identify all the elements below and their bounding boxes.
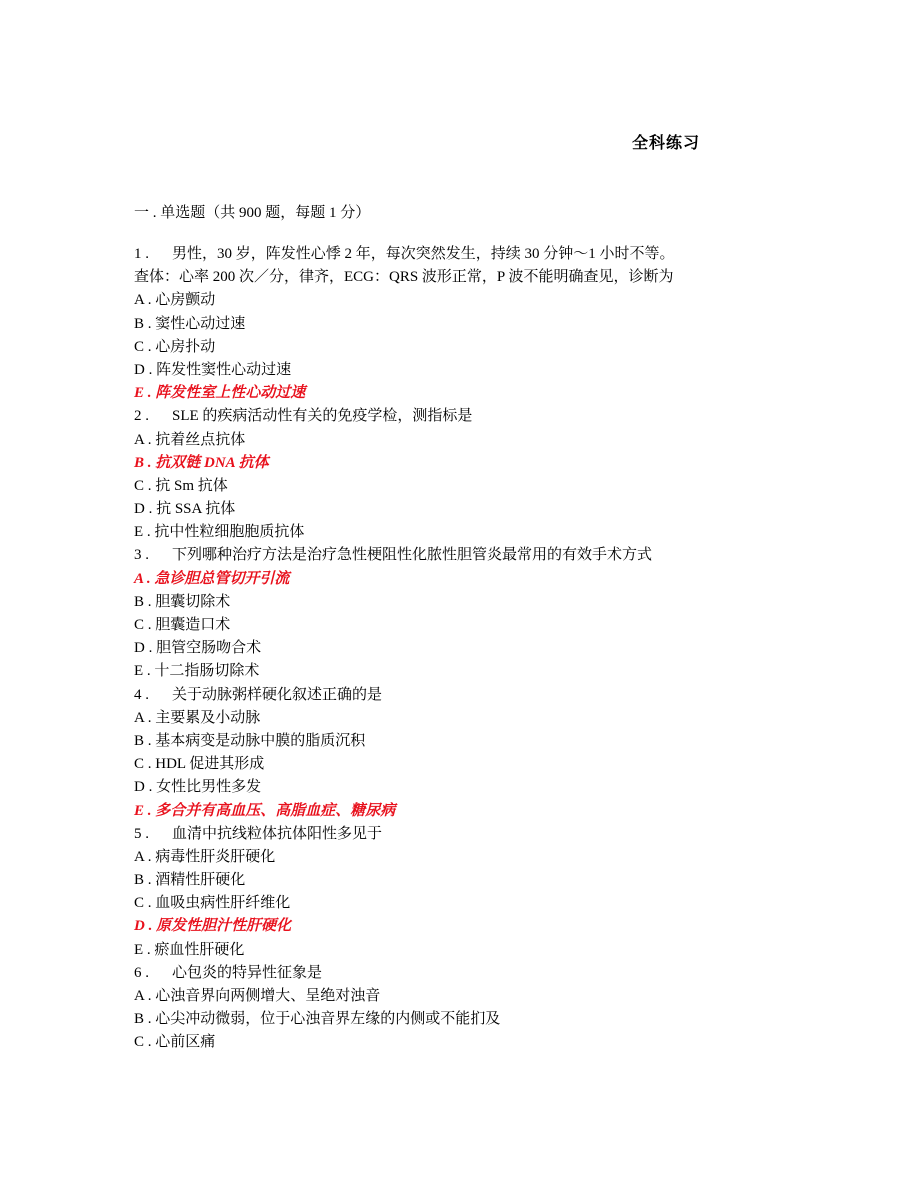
option-c: C . 抗 Sm 抗体 [134, 477, 228, 494]
option-e-correct-answer: E . 阵发性室上性心动过速 [134, 385, 306, 402]
option-b: B . 基本病变是动脉中膜的脂质沉积 [134, 732, 366, 749]
option-c: C . HDL 促进其形成 [134, 756, 265, 773]
document-title: 全科练习 [632, 133, 701, 152]
question-text: 血清中抗线粒体抗体阳性多见于 [172, 825, 383, 842]
option-e-correct-answer: E . 多合并有高血压、高脂血症、糖尿病 [134, 802, 396, 819]
question-stem [134, 405, 794, 428]
question-stem [134, 962, 794, 985]
option-c: C . 心房扑动 [134, 338, 216, 355]
question-text: 关于动脉粥样硬化叙述正确的是 [172, 686, 383, 703]
option-a: A . 病毒性肝炎肝硬化 [134, 848, 276, 865]
option-b: B . 心尖冲动微弱，位于心浊音界左缘的内侧或不能扪及 [134, 1011, 501, 1028]
option-d: D . 女性比男性多发 [134, 779, 262, 796]
option-c: C . 心前区痛 [134, 1034, 216, 1051]
option-c: C . 胆囊造口术 [134, 617, 231, 633]
option-e: E . 瘀血性肝硬化 [134, 941, 245, 958]
option-a: A . 主要累及小动脉 [134, 709, 261, 726]
option-e: E . 抗中性粒细胞胞质抗体 [134, 524, 305, 541]
option-b-correct-answer: B . 抗双链 DNA 抗体 [134, 454, 269, 471]
question-text: 下列哪种治疗方法是治疗急性梗阻性化脓性胆管炎最常用的有效手术方式 [172, 547, 653, 564]
question-number: 5 . [134, 825, 149, 842]
question-stem [134, 823, 794, 846]
option-a: A . 心浊音界向两侧增大、呈绝对浊音 [134, 988, 381, 1004]
question-number: 4 . [134, 686, 149, 703]
question-number: 2 . [134, 408, 149, 425]
question-number: 3 . [134, 547, 149, 564]
question-text: SLE 的疾病活动性有关的免疫学检，测指标是 [172, 408, 473, 425]
option-d-correct-answer: D . 原发性胆汁性肝硬化 [134, 918, 292, 935]
option-d: D . 阵发性窦性心动过速 [134, 361, 292, 378]
option-e: E . 十二指肠切除术 [134, 663, 260, 680]
question-text: 男性，30 岁，阵发性心悸 2 年，每次突然发生，持续 30 分钟～1 小时不等。 [172, 246, 675, 262]
option-a-correct-answer: A . 急诊胆总管切开引流 [134, 570, 290, 587]
question-stem [134, 243, 794, 266]
option-d: D . 胆管空肠吻合术 [134, 640, 262, 657]
option-c: C . 血吸虫病性肝纤维化 [134, 895, 291, 912]
section-header: 一 . 单选题（共 900 题，每题 1 分） [134, 205, 371, 221]
question-list [134, 243, 794, 1055]
option-a: A . 抗着丝点抗体 [134, 431, 246, 448]
question-number: 6 . [134, 964, 149, 981]
option-a: A . 心房颤动 [134, 292, 216, 309]
option-b: B . 酒精性肝硬化 [134, 872, 246, 889]
option-b: B . 胆囊切除术 [134, 593, 231, 610]
option-d: D . 抗 SSA 抗体 [134, 501, 236, 518]
question-stem-continued: 查体：心率 200 次／分，律齐，ECG：QRS 波形正常，P 波不能明确查见，诊断为 [134, 269, 674, 286]
question-stem [134, 684, 794, 707]
option-b: B . 窦性心动过速 [134, 315, 246, 332]
question-stem [134, 544, 794, 567]
question-text: 心包炎的特异性征象是 [172, 964, 323, 981]
question-number: 1 . [134, 246, 149, 262]
